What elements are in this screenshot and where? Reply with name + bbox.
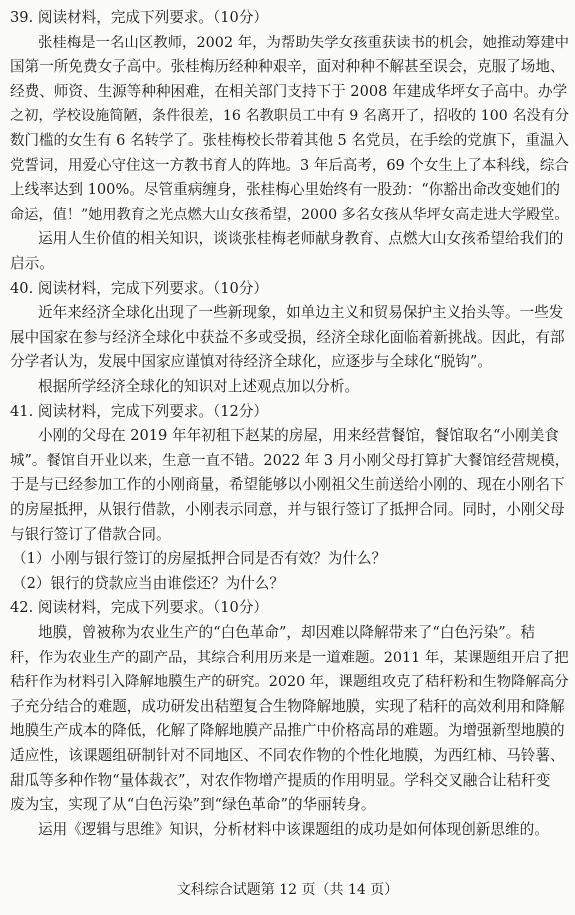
q42-line-7: 甜瓜等多种作物“量体裁衣”，对农作物增产提质的作用明显。学科交叉融合让秸秆变 bbox=[10, 771, 551, 789]
q41-line-3: 于是与已经参加工作的小刚商量，希望能够以小刚祖父生前送给小刚的、现在小刚名下 bbox=[10, 476, 565, 494]
q41-line-1: 小刚的父母在 2019 年年初租下赵某的房屋，用来经营餐馆，餐馆取名“小刚美食 bbox=[38, 427, 559, 445]
q42-line-5: 地膜生产成本的降低，化解了降解地膜产品推广中价格高昂的难题。为增强新型地膜的 bbox=[10, 722, 565, 740]
q42-task: 运用《逻辑与思维》知识，分析材料中该课题组的成功是如何体现创新思维的。 bbox=[38, 820, 549, 838]
q41-line-2: 城”。餐馆自开业以来，生意一直不错。2022 年 3 月小刚父母打算扩大餐馆经营规模， bbox=[10, 452, 570, 469]
q42-line-1: 地膜，曾被称为农业生产的“白色革命”，却因难以降解带来了“白色污染”。秸 bbox=[38, 624, 535, 641]
q40-title: 40. 阅读材料，完成下列要求。（10分） bbox=[10, 279, 269, 297]
q39-task-line-1: 运用人生价值的相关知识，谈谈张桂梅老师献身教育、点燃大山女孩希望给我们的 bbox=[38, 230, 564, 248]
q39-line-6: 党誓词，用爱心守住这一方教书育人的阵地。3 年后高考，69 个女生上了本科线，综合 bbox=[10, 157, 569, 174]
q39-line-2: 国第一所免费女子高中。张桂梅历经种种艰辛，面对种种不解甚至误会，克服了场地、 bbox=[10, 58, 565, 76]
q39-line-5: 数门槛的女生有 6 名转学了。张桂梅校长带着其他 5 名党员，在手绘的党旗下，重温入 bbox=[10, 133, 569, 149]
q41-line-4: 的房屋抵押，从银行借款，小刚表示同意，并与银行签订了抵押合同。同时，小刚父母 bbox=[10, 501, 565, 518]
q39-title: 39. 阅读材料，完成下列要求。（10分） bbox=[10, 9, 269, 26]
q40-line-3: 分学者认为，发展中国家应谨慎对待经济全球化，应逐步与全球化“脱钩”。 bbox=[10, 353, 492, 371]
q40-line-2: 展中国家在参与经济全球化中获益不多或受损，经济全球化面临着新挑战。因此，有部 bbox=[10, 328, 565, 346]
q39-line-8: 命运，值！”她用教育之光点燃大山女孩希望，2000 多名女孩从华坪女高走进大学殿堂。 bbox=[10, 206, 569, 223]
q41-sub-question-2: （2）银行的贷款应当由谁偿还？为什么？ bbox=[12, 574, 284, 592]
q39-line-7: 上线率达到 100%。尽管重病缠身，张桂梅心里始终有一股劲：“你豁出命改变她们的 bbox=[10, 181, 561, 199]
q41-line-5: 与银行签订了借款合同。 bbox=[10, 525, 171, 543]
q42-line-8: 废为宝，实现了从“白色污染”到“绿色革命”的华丽转身。 bbox=[10, 796, 376, 814]
q39-task-line-2: 启示。 bbox=[10, 255, 54, 272]
q42-line-3: 秸秆作为材料引入降解地膜生产的研究。2020 年，课题组攻克了秸秆粉和生物降解高分 bbox=[10, 674, 569, 691]
q42-title: 42. 阅读材料，完成下列要求。（10分） bbox=[10, 599, 269, 617]
q39-line-1: 张桂梅是一名山区教师，2002 年，为帮助失学女孩重获读书的机会，她推动筹建中 bbox=[38, 34, 570, 51]
q42-line-2: 秆，作为农业生产的副产品，其综合利用历来是一道难题。2011 年，某课题组开启了把 bbox=[10, 649, 569, 666]
page-footer: 文科综合试题第 12 页（共 14 页） bbox=[176, 882, 399, 898]
q42-line-4: 子充分结合的难题，成功研发出秸塑复合生物降解地膜，实现了秸秆的高效利用和降解 bbox=[10, 697, 565, 715]
q41-sub-question-1: （1）小刚与银行签订的房屋抵押合同是否有效？为什么？ bbox=[12, 550, 387, 568]
q40-task: 根据所学经济全球化的知识对上述观点加以分析。 bbox=[38, 378, 360, 395]
q39-line-4: 之初，学校设施简陋，条件很差，16 名教职员工中有 9 名离开了，招收的 100 名没有分 bbox=[10, 108, 570, 125]
q42-line-6: 适应性，该课题组研制针对不同地区、不同农作物的个性化地膜，为西红柿、马铃薯、 bbox=[10, 747, 565, 764]
q40-line-1: 近年来经济全球化出现了一些新现象，如单边主义和贸易保护主义抬头等。一些发 bbox=[38, 304, 564, 322]
q41-title: 41. 阅读材料，完成下列要求。（12分） bbox=[10, 402, 269, 420]
q39-line-3: 经费、师资、生源等种种困难，在相关部门支持下于 2008 年建成华坪女子高中。办学 bbox=[10, 82, 568, 100]
